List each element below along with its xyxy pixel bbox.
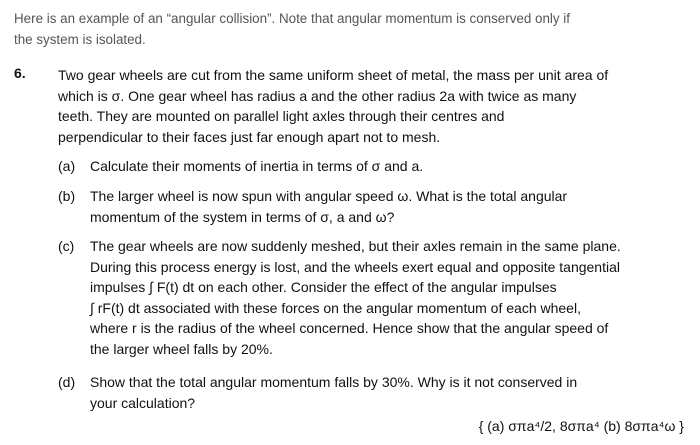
part-line: your calculation? [90,394,196,411]
intro-text [14,8,690,50]
part-line: Calculate their moments of inertia in terms of σ and a. [90,158,424,174]
part-line: impulses ∫ F(t) dt on each other. Consider the effect of the angular impulses [90,279,557,295]
part-line: The larger wheel is now spun with angular speed ω. What is the total angular [90,188,568,204]
part-text [90,372,680,413]
part-label: (d) [58,374,76,390]
part-label: (c) [58,238,75,254]
intro-line-1: Here is an example of an “angular collision”. Note that angular momentum is conserved only if [14,11,570,26]
intro-line-2: the system is isolated. [14,32,146,47]
stem-line: which is σ. One gear wheel has radius a and the other radius 2a with twice as many [58,87,577,104]
part-line: ∫ rF(t) dt associated with these forces on the angular momentum of each wheel, [90,299,581,316]
part-line: the larger wheel falls by 20%. [90,340,273,357]
stem-line: perpendicular to their faces just far enough apart not to mesh. [58,128,441,145]
answers-line: { (a) σπa⁴/2, 8σπa⁴ (b) 8σπa⁴ω } [478,418,684,434]
part-text [90,186,680,227]
stem-line: teeth. They are mounted on parallel light axles through their centres and [58,108,505,124]
part-line: Show that the total angular momentum falls by 30%. Why is it not conserved in [90,374,578,390]
part-line: momentum of the system in terms of σ, a and ω? [90,208,395,225]
part-line: The gear wheels are now suddenly meshed, but their axles remain in the same plane. [90,238,621,254]
question-stem [58,65,680,147]
part-text [90,156,680,177]
part-label: (a) [58,158,76,174]
part-line: where r is the radius of the wheel concerned. Hence show that the angular speed of [90,320,609,336]
stem-line: Two gear wheels are cut from the same uniform sheet of metal, the mass per unit area of [58,67,609,83]
part-label: (b) [58,188,76,204]
part-text [90,236,680,359]
question-number: 6. [14,65,26,81]
part-line: During this process energy is lost, and the wheels exert equal and opposite tangential [90,258,620,275]
